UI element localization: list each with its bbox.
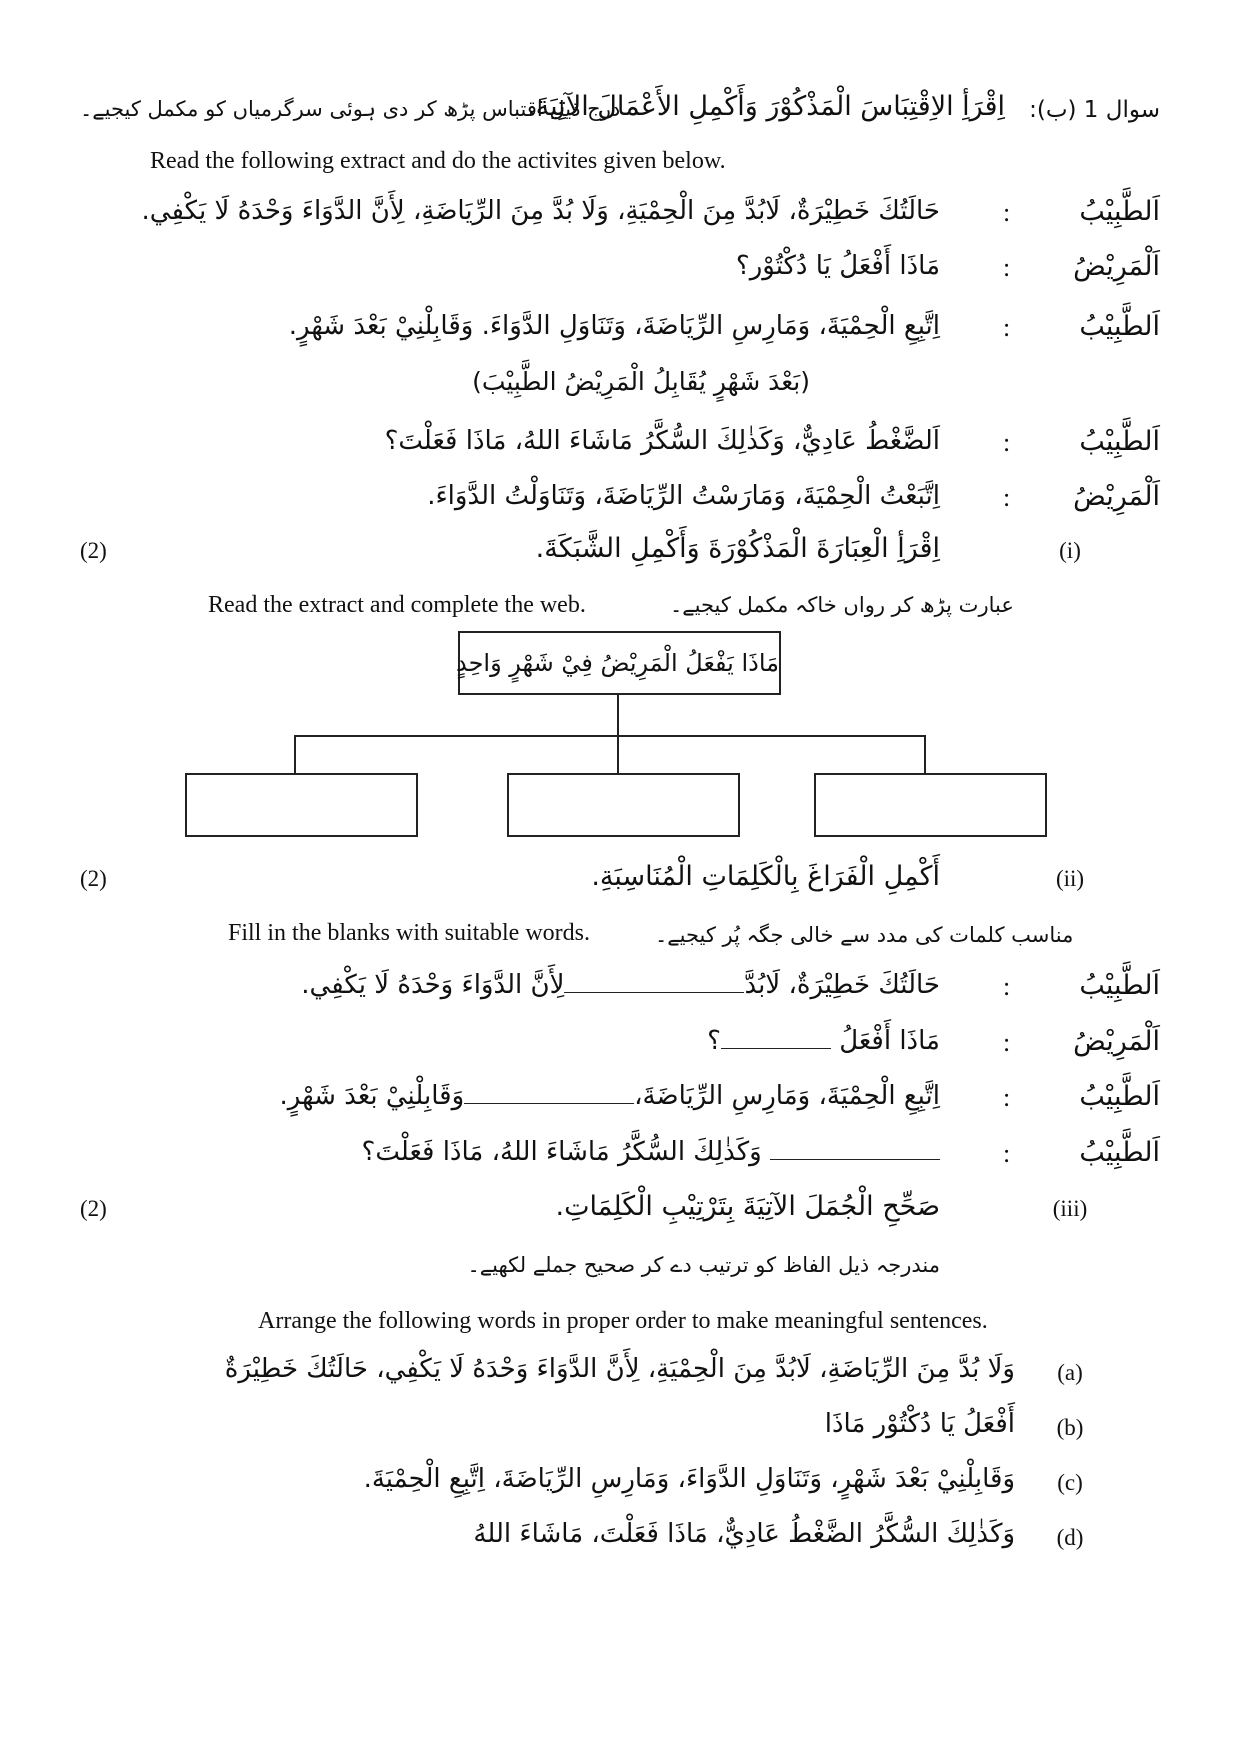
part-ii-instruction-english: Fill in the blanks with suitable words. — [228, 920, 590, 946]
blank-text-before: مَاذَا أَفْعَلُ — [839, 1026, 940, 1056]
dialogue-line: اِتَّبِعِ الْحِمْيَةَ، وَمَارِسِ الرِّيَاضَةَ، وَتَنَاوَلِ الدَّوَاءَ. وَقَابِلْنِيْ بَعْدَ شَهْرٍ. — [288, 311, 940, 341]
question-instruction-english: Read the following extract and do the activites given below. — [150, 148, 726, 174]
colon: : — [1003, 1139, 1011, 1168]
item-label: (b) — [1056, 1415, 1084, 1440]
part-i-instruction-english: Read the extract and complete the web. — [208, 592, 586, 618]
colon: : — [1003, 428, 1011, 457]
part-iii-marks: (2) — [80, 1196, 107, 1221]
web-center-box — [455, 631, 781, 695]
item-label: (a) — [1057, 1360, 1083, 1385]
item-label: (c) — [1057, 1470, 1083, 1495]
web-answer-box[interactable] — [185, 773, 418, 837]
part-iii-instruction-english: Arrange the following words in proper order to make meaningful sentences. — [258, 1308, 988, 1334]
fill-blank-line — [707, 1026, 940, 1056]
speaker-doctor: اَلطَّبِيْبُ — [1079, 970, 1160, 1001]
colon: : — [1003, 313, 1011, 342]
jumbled-sentence: وَكَذٰلِكَ السُّكَّرُ الضَّغْطُ عَادِيٌّ، مَاذَا فَعَلْتَ، مَاشَاءَ اللهُ — [473, 1519, 1015, 1549]
blank-text-after: لِأَنَّ الدَّوَاءَ وَحْدَهُ لَا يَكْفِي. — [301, 970, 565, 1000]
blank-field[interactable] — [564, 991, 744, 993]
web-connector — [924, 735, 926, 775]
blank-field[interactable] — [721, 1047, 831, 1049]
dialogue-line: اَلضَّغْطُ عَادِيٌّ، وَكَذٰلِكَ السُّكَّرُ مَاشَاءَ اللهُ، مَاذَا فَعَلْتَ؟ — [384, 426, 940, 456]
dialogue-line: حَالَتُكَ خَطِيْرَةٌ، لَابُدَّ مِنَ الْحِمْيَةِ، وَلَا بُدَّ مِنَ الرِّيَاضَةِ، لِأَنَّ الدَّوَاءَ وَحْدَهُ لَا يَكْفِي. — [141, 196, 940, 226]
blank-text-before: حَالَتُكَ خَطِيْرَةٌ، لَابُدَّ — [744, 970, 940, 1000]
speaker-doctor: اَلطَّبِيْبُ — [1079, 311, 1160, 342]
question-instruction-urdu: درج ذیل اقتباس پڑھ کر دی ہوئی سرگرمیاں کو مکمل کیجیے۔ — [80, 97, 621, 121]
blank-text-after: وَكَذٰلِكَ السُّكَّرُ مَاشَاءَ اللهُ، مَاذَا فَعَلْتَ؟ — [361, 1137, 762, 1167]
part-ii-marks: (2) — [80, 866, 107, 891]
part-ii-instruction-arabic: أَكْمِلِ الْفَرَاغَ بِالْكَلِمَاتِ الْمُنَاسِبَةِ. — [591, 861, 940, 892]
web-connector — [294, 735, 296, 775]
part-iii-number: (iii) — [1052, 1196, 1088, 1221]
blank-text-before: اِتَّبِعِ الْحِمْيَةَ، وَمَارِسِ الرِّيَاضَةَ، — [634, 1081, 940, 1111]
fill-blank-line — [301, 970, 940, 1000]
speaker-doctor: اَلطَّبِيْبُ — [1079, 1137, 1160, 1168]
dialogue-line: اِتَّبَعْتُ الْحِمْيَةَ، وَمَارَسْتُ الرِّيَاضَةَ، وَتَنَاوَلْتُ الدَّوَاءَ. — [427, 481, 940, 511]
jumbled-sentence: وَلَا بُدَّ مِنَ الرِّيَاضَةِ، لَابُدَّ مِنَ الْحِمْيَةِ، لِأَنَّ الدَّوَاءَ وَحْدَهُ لَا يَكْفِي، حَالَتُكَ خَطِيْرَةٌ — [224, 1354, 1015, 1384]
blank-field[interactable] — [770, 1158, 940, 1160]
stage-direction: (بَعْدَ شَهْرٍ يُقَابِلُ الْمَرِيْضُ الطَّبِيْبَ) — [472, 367, 810, 396]
part-i-instruction-arabic: اِقْرَأِ الْعِبَارَةَ الْمَذْكُوْرَةَ وَأَكْمِلِ الشَّبَكَةَ. — [535, 533, 940, 564]
web-center-text: مَاذَا يَفْعَلُ الْمَرِيْضُ فِيْ شَهْرٍ وَاحِدٍ — [455, 649, 779, 677]
part-i-instruction-urdu: عبارت پڑھ کر رواں خاکہ مکمل کیجیے۔ — [670, 593, 1014, 617]
web-answer-box[interactable] — [507, 773, 740, 837]
speaker-doctor: اَلطَّبِيْبُ — [1079, 426, 1160, 457]
part-ii-number: (ii) — [1055, 866, 1085, 891]
colon: : — [1003, 1083, 1011, 1112]
blank-field[interactable] — [464, 1102, 634, 1104]
dialogue-line: مَاذَا أَفْعَلُ يَا دُكْتُوْر؟ — [735, 251, 940, 281]
fill-blank-line — [280, 1081, 940, 1111]
speaker-doctor: اَلطَّبِيْبُ — [1079, 196, 1160, 227]
part-i-number: (i) — [1059, 538, 1081, 563]
colon: : — [1003, 483, 1011, 512]
part-iii-instruction-arabic: صَحِّحِ الْجُمَلَ الآتِيَةَ بِتَرْتِيْبِ الْكَلِمَاتِ. — [555, 1191, 940, 1222]
question-label: سوال 1 (ب): — [1029, 97, 1160, 123]
item-label: (d) — [1056, 1525, 1084, 1550]
part-i-marks: (2) — [80, 538, 107, 563]
speaker-patient: اَلْمَرِيْضُ — [1073, 481, 1160, 512]
blank-text-after: وَقَابِلْنِيْ بَعْدَ شَهْرٍ. — [279, 1081, 465, 1111]
speaker-doctor: اَلطَّبِيْبُ — [1079, 1081, 1160, 1112]
speaker-patient: اَلْمَرِيْضُ — [1073, 251, 1160, 282]
colon: : — [1003, 253, 1011, 282]
colon: : — [1003, 1028, 1011, 1057]
question-instruction-arabic: اِقْرَأِ الاِقْتِبَاسَ الْمَذْكُوْرَ وَأَكْمِلِ الأَعْمَالَ الآتِيَةَ. — [527, 91, 1005, 122]
part-iii-instruction-urdu: مندرجہ ذیل الفاظ کو ترتیب دے کر صحیح جملے لکھیے۔ — [467, 1253, 940, 1277]
colon: : — [1003, 972, 1011, 1001]
jumbled-sentence: وَقَابِلْنِيْ بَعْدَ شَهْرٍ، وَتَنَاوَلِ الدَّوَاءَ، وَمَارِسِ الرِّيَاضَةَ، اِتَّبِعِ الْحِمْيَةَ. — [363, 1464, 1015, 1494]
web-connector — [294, 735, 926, 737]
colon: : — [1003, 198, 1011, 227]
fill-blank-line — [362, 1137, 940, 1167]
web-answer-box[interactable] — [814, 773, 1047, 837]
jumbled-sentence: أَفْعَلُ يَا دُكْتُوْر مَاذَا — [824, 1409, 1015, 1439]
blank-text-after: ؟ — [707, 1026, 721, 1056]
part-ii-instruction-urdu: مناسب کلمات کی مدد سے خالی جگہ پُر کیجیے۔ — [655, 923, 1074, 947]
speaker-patient: اَلْمَرِيْضُ — [1073, 1026, 1160, 1057]
